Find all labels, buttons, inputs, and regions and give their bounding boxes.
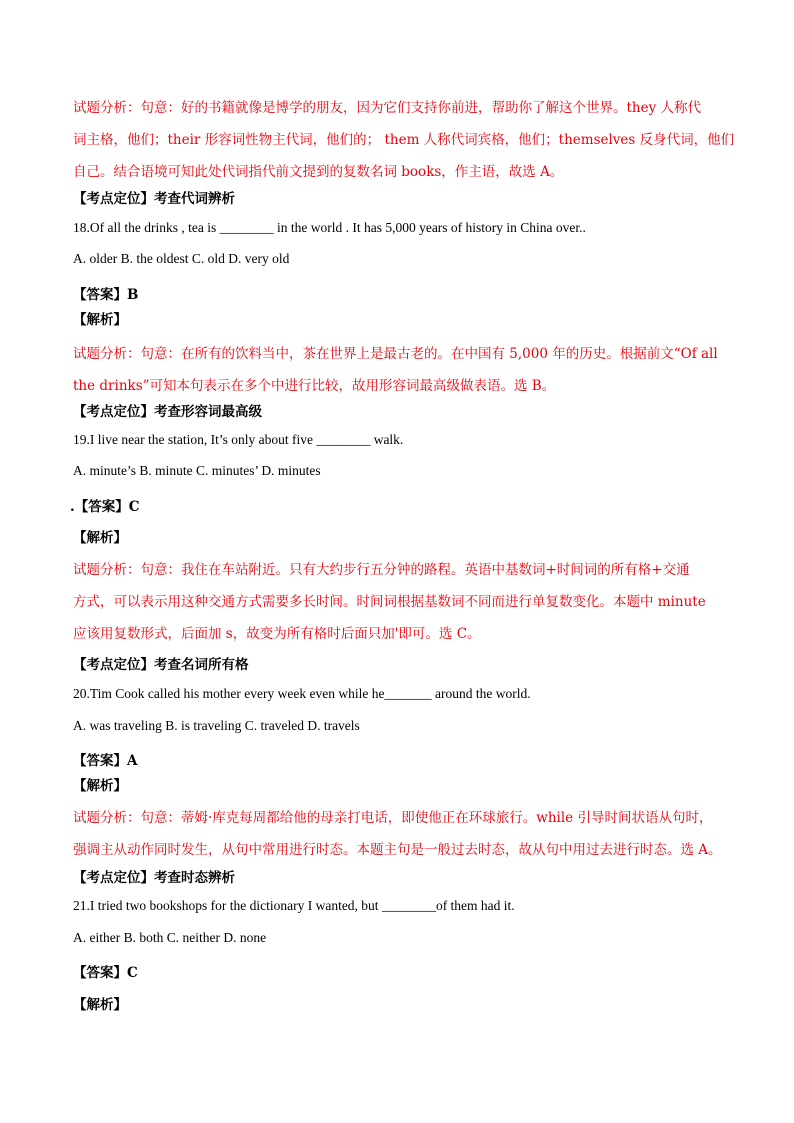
analysis-18-line-2: the drinks”可知本句表示在多个中进行比较，故用形容词最高级做表语。选 B。 (73, 378, 556, 394)
topic-18: 【考点定位】考查形容词最高级 (73, 404, 262, 420)
answer-18: 【答案】B (73, 287, 139, 303)
topic-17: 【考点定位】考查代词辨析 (73, 191, 235, 207)
question-18: 18.Of all the drinks , tea is ________ in the world . It has 5,000 years of history in China over.. (73, 220, 586, 235)
question-20: 20.Tim Cook called his mother every week even while he_______ around the world. (73, 686, 531, 701)
analysis-20-line-2: 强调主从动作同时发生，从句中常用进行时态。本题主句是一般过去时态，故从句中用过去进行时态。选 A。 (73, 842, 722, 858)
topic-20: 【考点定位】考查时态辨析 (73, 870, 235, 886)
analysis-17-line-2: 词主格，他们；their 形容词性物主代词，他们的； them 人称代词宾格，他们；themselves 反身代词，他们 (73, 132, 735, 148)
analysis-19-line-1: 试题分析：句意：我住在车站附近。只有大约步行五分钟的路程。英语中基数词+时间词的所有格+交通 (73, 562, 690, 578)
analysis-20-line-1: 试题分析：句意：蒂姆·库克每周都给他的母亲打电话，即使他正在环球旅行。while 引导时间状语从句时， (73, 810, 713, 826)
analysis-19-line-2: 方式，可以表示用这种交通方式需要多长时间。时间词根据基数词不同而进行单复数变化。本题中 minute (73, 594, 706, 610)
analysis-heading-18: 【解析】 (73, 312, 127, 328)
answer-20: 【答案】A (73, 753, 138, 769)
options-21: A. either B. both C. neither D. none (73, 930, 267, 945)
analysis-heading-19: 【解析】 (73, 530, 127, 546)
topic-19: 【考点定位】考查名词所有格 (73, 657, 249, 673)
analysis-17-line-1: 试题分析：句意：好的书籍就像是博学的朋友，因为它们支持你前进，帮助你了解这个世界。they 人称代 (73, 100, 702, 116)
analysis-heading-21: 【解析】 (73, 997, 127, 1013)
options-20: A. was traveling B. is traveling C. traveled D. travels (73, 718, 360, 733)
analysis-17-line-3: 自己。结合语境可知此处代词指代前文提到的复数名词 books，作主语，故选 A。 (73, 164, 564, 180)
question-19: 19.I live near the station, It’s only about five ________ walk. (73, 432, 404, 447)
options-19: A. minute’s B. minute C. minutes’ D. minutes (73, 463, 321, 478)
analysis-19-line-3: 应该用复数形式，后面加 s，故变为所有格时后面只加'即可。选 C。 (73, 626, 481, 642)
options-18: A. older B. the oldest C. old D. very old (73, 251, 290, 266)
answer-19: .【答案】C (70, 499, 140, 515)
analysis-18-line-1: 试题分析：句意：在所有的饮料当中，茶在世界上是最古老的。在中国有 5,000 年的历史。根据前文“Of all (73, 346, 718, 362)
analysis-heading-20: 【解析】 (73, 778, 127, 794)
question-21: 21.I tried two bookshops for the dictionary I wanted, but ________of them had it. (73, 898, 515, 913)
answer-21: 【答案】C (73, 965, 138, 981)
